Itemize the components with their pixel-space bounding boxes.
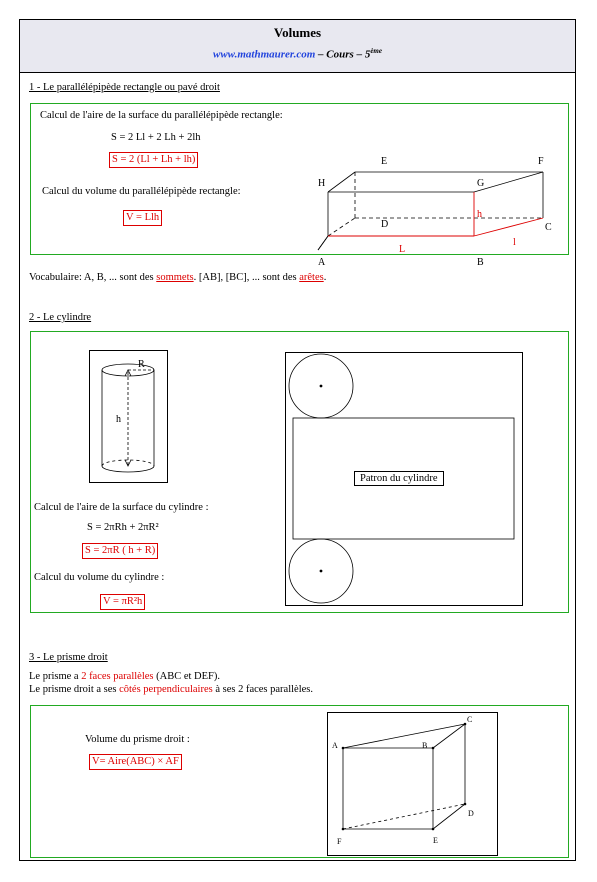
s1-area-formula: S = 2 Ll + 2 Lh + 2lh [111,132,201,143]
s3-line-1-end: (ABC et DEF). [153,671,220,682]
pt-label-C: C [545,222,552,233]
prism-label-C: C [467,715,473,724]
prism-label-F: F [337,837,342,846]
patron-label: Patron du cylindre [354,471,444,486]
dim-label-h: h [477,209,482,220]
section-2-heading: 2 - Le cylindre [29,312,92,323]
s3-volume-formula: V= Aire(ABC) × AF [89,754,182,770]
s3-line-2-prefix: Le prisme droit a ses [29,684,120,695]
section-3-heading: 3 - Le prisme droit [29,652,108,663]
worksheet-page [19,19,576,861]
vocab-end: . [323,272,327,283]
s1-volume-label: Calcul du volume du parallélépipède rectangle: [42,186,241,197]
s3-cotes-perpendiculaires: côtés perpendiculaires [119,684,213,695]
s2-volume-formula: V = πR²h [100,594,145,610]
s3-line-2-end: à ses 2 faces parallèles. [212,684,313,695]
vocab-aretes: arêtes [299,272,324,283]
s2-area-formula-boxed: S = 2πR ( h + R) [82,543,158,559]
vocab-sommets: sommets [156,272,194,283]
s1-area-formula-boxed: S = 2 (Ll + Lh + lh) [109,152,198,168]
pt-label-F: F [538,156,544,167]
subtitle-sup: ème [370,47,382,55]
dim-label-l: l [513,237,516,248]
pt-label-D: D [381,219,389,230]
s1-volume-formula: V = Llh [123,210,162,226]
s3-line-2 [29,684,313,695]
s2-area-label: Calcul de l'aire de la surface du cylindre : [34,502,209,513]
site-link[interactable]: www.mathmaurer.com [213,48,316,61]
parallelepiped-figure [301,146,552,268]
pt-label-B: B [477,257,484,268]
pt-label-A: A [318,257,326,268]
section-2-box [30,331,569,613]
page-header [20,20,575,73]
prism-label-B: B [422,741,428,750]
prism-figure [327,712,498,856]
cylinder-label-R: R [138,359,145,370]
s3-faces-paralleles: 2 faces parallèles [81,671,154,682]
pt-label-H: H [318,178,326,189]
s2-area-formula: S = 2πRh + 2πR² [87,522,159,533]
section-1-heading: 1 - Le parallélépipède rectangle ou pavé droit [29,82,220,93]
cylinder-figure [89,350,169,484]
vocab-mid: . [AB], [BC], ... sont des [193,272,300,283]
section-1-box [30,103,569,268]
prism-label-D: D [468,809,474,818]
s3-line-1-prefix: Le prisme a [29,671,82,682]
prism-label-E: E [433,836,438,845]
page-title: Volumes [273,25,322,40]
section-3-box [30,705,569,858]
vocab-prefix: Vocabulaire: A, B, ... sont des [29,272,157,283]
s3-volume-label: Volume du prisme droit : [85,734,190,745]
s1-vocabulary [29,272,326,283]
subtitle-text: – Cours – 5 [315,48,371,61]
s3-line-1 [29,671,220,682]
prism-label-A: A [332,741,338,750]
cylinder-label-h: h [116,414,121,425]
s1-area-label: Calcul de l'aire de la surface du parallélépipède rectangle: [40,110,283,121]
s2-volume-label: Calcul du volume du cylindre : [34,572,165,583]
pt-label-G: G [477,178,485,189]
page-subtitle [20,47,575,61]
pt-label-E: E [381,156,388,167]
dim-label-L: L [399,244,406,255]
